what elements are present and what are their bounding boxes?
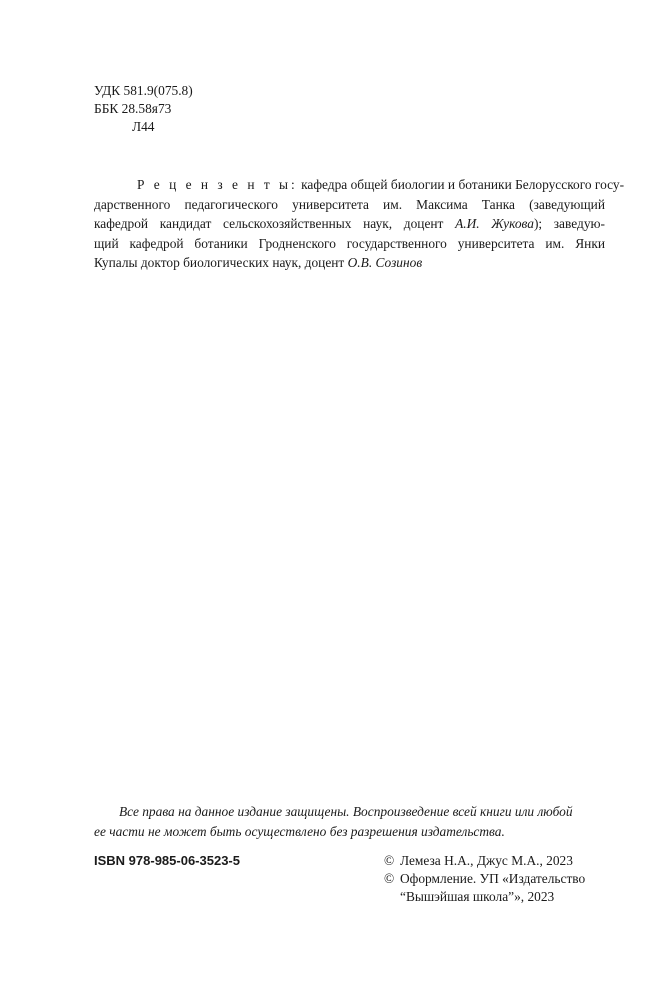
- copyright-authors: [384, 852, 585, 870]
- reviewers-line-5: [94, 253, 605, 273]
- reviewer-name-1: А.И. Жукова: [455, 216, 534, 231]
- copyright-icon: ©: [384, 853, 395, 868]
- copyright-design-continued: “Вышэйшая школа”», 2023: [400, 889, 555, 904]
- reviewers-line-3-post: ); заведую-: [533, 216, 605, 231]
- reviewers-block: [94, 175, 625, 273]
- copyright-icon: ©: [384, 871, 395, 886]
- reviewers-line-1-text: кафедра общей биологии и ботаники Белорусского госу-: [297, 177, 625, 192]
- reviewers-line-1: [94, 175, 625, 195]
- isbn: ISBN 978-985-06-3523-5: [94, 853, 240, 868]
- author-sign: Л44: [132, 119, 155, 134]
- copyright-design: [384, 870, 585, 888]
- reviewers-line-2: дарственного педагогического университета им. Максима Танка (заведующий: [94, 196, 605, 212]
- reviewers-label: Р е ц е н з е н т ы:: [137, 177, 298, 192]
- reviewers-line-5-pre: Купалы доктор биологических наук, доцент: [94, 255, 348, 270]
- copyright-block: [384, 852, 585, 906]
- reviewer-name-2: О.В. Созинов: [347, 255, 423, 270]
- bbk-code: ББК 28.58я73: [94, 101, 172, 116]
- rights-line-1: Все права на данное издание защищены. Воспроизведение всей книги или любой: [119, 804, 573, 819]
- copyright-authors-text: Лемеза Н.А., Джус М.А., 2023: [400, 853, 573, 868]
- rights-notice: [94, 802, 605, 842]
- copyright-design-text: Оформление. УП «Издательство: [400, 871, 586, 886]
- rights-line-2: ее части не может быть осуществлено без разрешения издательства.: [94, 824, 505, 839]
- reviewers-line-3-pre: кафедрой кандидат сельскохозяйственных наук, доцент: [94, 216, 456, 231]
- udk-code: УДК 581.9(075.8): [94, 83, 193, 98]
- reviewers-line-4: щий кафедрой ботаники Гродненского государственного университета им. Янки: [94, 235, 605, 251]
- reviewers-line-3: [94, 214, 605, 234]
